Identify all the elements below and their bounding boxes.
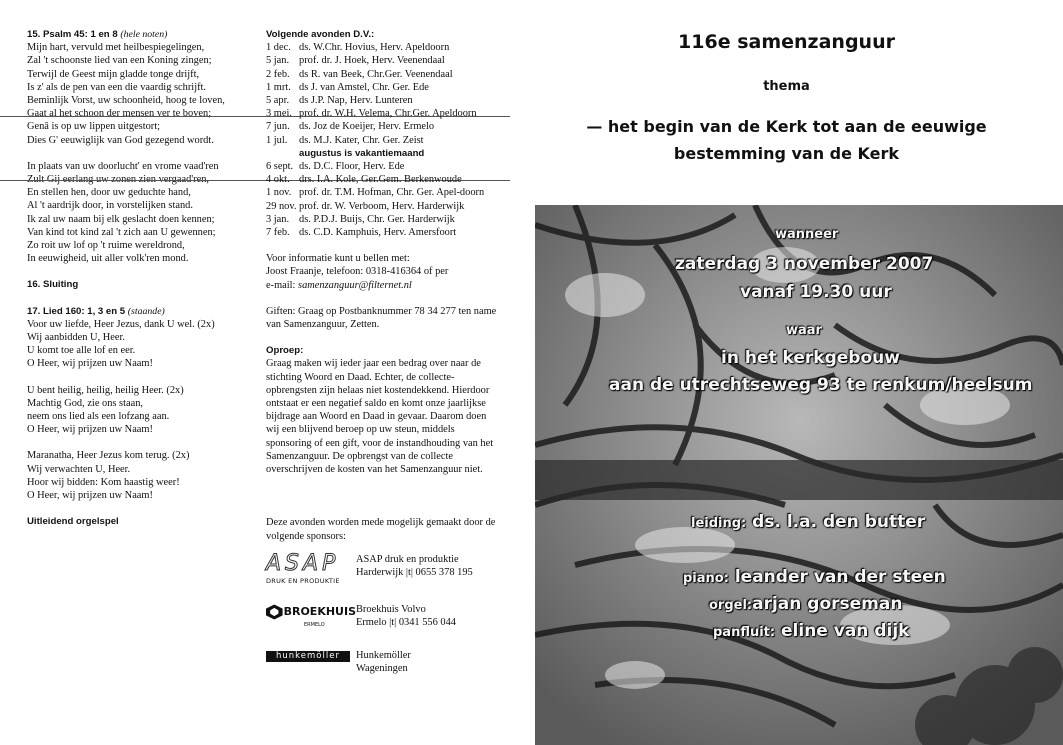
place-line-1: in het kerkgebouw bbox=[721, 348, 900, 368]
info-line-1: Voor informatie kunt u bellen met: bbox=[266, 253, 410, 265]
asap-logo: ASAP DRUK EN PRODUKTIE bbox=[266, 550, 340, 585]
hymn-line: Voor uw liefde, Heer Jezus, dank U wel. (2x) bbox=[27, 318, 215, 330]
hymn-line: In plaats van uw doorlucht' en vrome vaad'ren bbox=[27, 160, 219, 172]
evening-row bbox=[266, 173, 506, 186]
giften-text: Giften: Graag op Postbanknummer 78 34 277 ten name van Samenzanguur, Zetten. bbox=[266, 305, 497, 331]
evening-row bbox=[266, 68, 506, 81]
evening-date: 1 jul. bbox=[266, 134, 288, 146]
leiding-row: leiding: ds. l.a. den butter bbox=[691, 512, 926, 532]
event-date: zaterdag 3 november 2007 bbox=[675, 254, 934, 274]
evening-speaker: ds J. van Amstel, Chr. Ger. Ede bbox=[299, 81, 429, 93]
thema-label: thema bbox=[763, 79, 810, 94]
place-line-2: aan de utrechtseweg 93 te renkum/heelsum bbox=[609, 375, 1033, 395]
hymn-line: Terwijl de Geest mijn gladde tonge drijft, bbox=[27, 68, 200, 80]
evening-row bbox=[266, 200, 506, 213]
email-link[interactable]: samenzanguur@filternet.nl bbox=[298, 279, 412, 291]
evening-speaker: ds. Joz de Koeijer, Herv. Ermelo bbox=[299, 121, 435, 133]
hymn-line: Dies G' eeuwiglijk van God gezegend wordt. bbox=[27, 134, 214, 146]
lied-verse-1 bbox=[27, 318, 259, 371]
vacation-row: augustus is vakantiemaand bbox=[299, 147, 425, 159]
evening-speaker: ds. M.J. Kater, Chr. Ger. Zeist bbox=[299, 134, 424, 146]
evening-date: 7 jun. bbox=[266, 121, 290, 133]
evenings-heading: Volgende avonden D.V.: bbox=[266, 29, 375, 40]
asap-name: ASAP druk en produktie bbox=[356, 553, 459, 565]
orgel-row: orgel:arjan gorseman bbox=[709, 594, 903, 614]
sponsor-broekhuis bbox=[266, 603, 506, 637]
hymn-line: En stellen hen, door uw geduchte hand, bbox=[27, 187, 191, 199]
broekhuis-contact: Ermelo |t| 0341 556 044 bbox=[356, 616, 456, 628]
hymn-line: Zal 't schoonste lied van een Koning zingen; bbox=[27, 55, 212, 67]
evening-speaker: ds. W.Chr. Hovius, Herv. Apeldoorn bbox=[299, 42, 450, 54]
hunkemoller-location: Wageningen bbox=[356, 662, 408, 674]
evening-date: 1 dec. bbox=[266, 42, 291, 54]
stained-glass-photo bbox=[535, 205, 1063, 745]
evening-row bbox=[266, 107, 506, 120]
hymn-line: O Heer, wij prijzen uw Naam! bbox=[27, 490, 153, 502]
hymn-line: Genâ is op uw lippen uitgestort; bbox=[27, 121, 161, 133]
theme-line-2: bestemming van de Kerk bbox=[673, 144, 900, 163]
broekhuis-name: Broekhuis Volvo bbox=[356, 603, 426, 615]
evening-speaker: prof. dr. W. Verboom, Herv. Harderwijk bbox=[299, 200, 465, 212]
evening-date: 3 mei. bbox=[266, 108, 292, 120]
wanneer-label: wanneer bbox=[775, 227, 839, 242]
evening-speaker: ds J.P. Nap, Herv. Lunteren bbox=[299, 95, 413, 107]
psalm-stanza-1 bbox=[27, 41, 259, 147]
psalm-heading: 15. Psalm 45: 1 en 8 (hele noten) bbox=[27, 29, 168, 40]
hunkemoller-logo: hunkemöller bbox=[266, 649, 356, 683]
hymn-line: Zult Gij eerlang uw zonen zien vergaad'ren, bbox=[27, 174, 209, 186]
evening-speaker: ds R. van Beek, Chr.Ger. Veenendaal bbox=[299, 68, 453, 80]
oproep-heading: Oproep: bbox=[266, 345, 304, 357]
hymn-line: Hoor wij bidden: Kom haastig weer! bbox=[27, 476, 180, 488]
hymn-line: Wij aanbidden U, Heer. bbox=[27, 332, 125, 344]
email-line: e-mail: samenzanguur@filternet.nl bbox=[266, 279, 412, 291]
waar-label: waar bbox=[786, 323, 822, 338]
evening-row bbox=[266, 94, 506, 107]
panfluit-row: panfluit: eline van dijk bbox=[713, 621, 910, 641]
evening-row bbox=[266, 160, 506, 173]
hunkemoller-name: Hunkemöller bbox=[356, 649, 411, 661]
evening-row bbox=[266, 134, 506, 147]
evening-speaker: prof. dr. T.M. Hofman, Chr. Ger. Apel-doorn bbox=[299, 187, 485, 199]
hymn-line: U bent heilig, heilig, heilig Heer. (2x) bbox=[27, 384, 184, 396]
evening-speaker: prof. dr. J. Hoek, Herv. Veenendaal bbox=[299, 55, 445, 67]
evening-date: 5 apr. bbox=[266, 95, 290, 107]
hymn-line: O Heer, wij prijzen uw Naam! bbox=[27, 424, 153, 436]
evening-row bbox=[266, 81, 506, 94]
schedule-column bbox=[266, 28, 506, 683]
evening-row bbox=[266, 54, 506, 67]
broekhuis-mark-icon bbox=[266, 603, 283, 621]
evening-date: 2 feb. bbox=[266, 68, 290, 80]
hymn-line: Ik zal uw naam bij elk geslacht doen kennen; bbox=[27, 213, 215, 225]
info-line-2: Joost Fraanje, telefoon: 0318-416364 of per bbox=[266, 266, 449, 278]
evening-date: 5 jan. bbox=[266, 55, 290, 67]
hymn-line: Van kind tot kind zal 't zich aan U gewennen; bbox=[27, 226, 216, 238]
hymn-line: Mijn hart, vervuld met heilbespiegelingen, bbox=[27, 42, 205, 54]
psalm-stanza-2 bbox=[27, 160, 259, 266]
evening-date: 4 okt. bbox=[266, 174, 290, 186]
hymn-line: Zo roit uw lof op 't ruime wereldrond, bbox=[27, 240, 185, 252]
oproep-text: Graag maken wij ieder jaar een bedrag over naar de stichting Woord en Daad. Echter, de collecte-opbrengsten zijn helaas niet kostendekkend. Hierdoor ontstaat er een negatief saldo en komt onze jaarlijkse bijdrage aan Woord en Daad in gevaar. Daarom doen wij een blijvend beroep op uw steun, middels sponsoring of een gift, voor de instandhouding van het Samenzanguur. De opbrengst van de collecte overschrijven de kosten van het Samenzanguur niet. bbox=[266, 358, 494, 476]
theme-line-1: — het begin van de Kerk tot aan de eeuwige bbox=[586, 117, 987, 136]
evening-speaker: ds. D.C. Floor, Herv. Ede bbox=[299, 161, 405, 173]
event-time: vanaf 19.30 uur bbox=[740, 282, 892, 302]
event-title: 116e samenzanguur bbox=[678, 31, 895, 53]
sponsor-intro: Deze avonden worden mede mogelijk gemaakt door de volgende sponsors: bbox=[266, 517, 496, 542]
evening-row bbox=[266, 213, 506, 226]
lied-verse-3 bbox=[27, 449, 259, 502]
closing-heading: Uitleidend orgelspel bbox=[27, 516, 119, 528]
asap-contact: Harderwijk |t| 0655 378 195 bbox=[356, 566, 473, 578]
lied-heading: 17. Lied 160: 1, 3 en 5 (staande) bbox=[27, 305, 165, 317]
evening-speaker: prof. dr. W.H. Velema, Chr.Ger. Apeldoorn bbox=[299, 108, 477, 120]
hymn-line: Al 't aardrijk door, in vorstelijken stand. bbox=[27, 200, 193, 212]
evenings-list-2 bbox=[266, 160, 506, 239]
evening-row bbox=[266, 226, 506, 239]
hymn-line: Is z' als de pen van een die vaardig schrijft. bbox=[27, 81, 207, 93]
hymn-line: O Heer, wij prijzen uw Naam! bbox=[27, 358, 153, 370]
sponsor-hunkemoller bbox=[266, 649, 506, 683]
lied-verse-2 bbox=[27, 384, 259, 437]
evening-row bbox=[266, 186, 506, 199]
hymn-line: In eeuwigheid, uit aller volk'ren mond. bbox=[27, 253, 189, 265]
evening-date: 3 jan. bbox=[266, 213, 290, 225]
hymn-line: Wij verwachten U, Heer. bbox=[27, 463, 131, 475]
sluiting-heading: 16. Sluiting bbox=[27, 279, 79, 291]
evening-row bbox=[266, 41, 506, 54]
evening-row bbox=[266, 120, 506, 133]
evening-date: 6 sept. bbox=[266, 161, 294, 173]
evening-speaker: ds. P.D.J. Buijs, Chr. Ger. Harderwijk bbox=[299, 213, 455, 225]
hymn-line: Gaat al het schoon der mensen ver te boven; bbox=[27, 108, 212, 120]
hymn-line: U komt toe alle lof en eer. bbox=[27, 345, 136, 357]
hymn-line: Beminlijk Vorst, uw schoonheid, hoog te loven, bbox=[27, 95, 225, 107]
evening-date: 7 feb. bbox=[266, 227, 290, 239]
evening-date: 29 nov. bbox=[266, 200, 297, 212]
evening-date: 1 nov. bbox=[266, 187, 292, 199]
hymn-line: Maranatha, Heer Jezus kom terug. (2x) bbox=[27, 450, 190, 462]
piano-row: piano: leander van der steen bbox=[683, 567, 946, 587]
broekhuis-logo: BROEKHUIS ERMELO bbox=[266, 603, 356, 637]
hymn-line: Machtig God, zie ons staan, bbox=[27, 397, 144, 409]
sponsor-asap bbox=[266, 550, 506, 587]
evening-date: 1 mrt. bbox=[266, 81, 291, 93]
evenings-list-1 bbox=[266, 41, 506, 147]
evening-speaker: drs. I.A. Kole, Ger.Gem. Berkenwoude bbox=[299, 174, 462, 186]
hymn-line: neem ons lied als een lofzang aan. bbox=[27, 411, 170, 423]
evening-speaker: ds. C.D. Kamphuis, Herv. Amersfoort bbox=[299, 227, 457, 239]
hymn-column bbox=[27, 28, 259, 529]
